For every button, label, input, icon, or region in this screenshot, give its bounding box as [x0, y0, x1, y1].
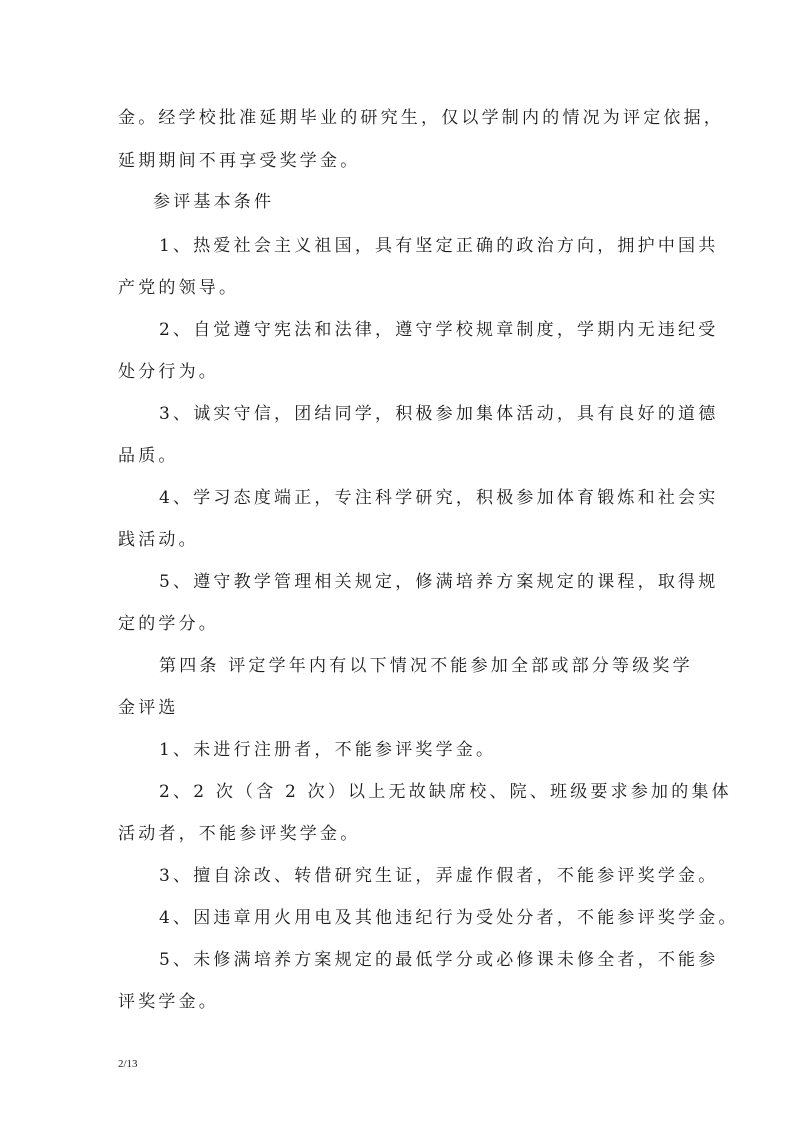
list-item-line: 评奖学金。 [118, 992, 219, 1012]
paragraph-line: 金。经学校批准延期毕业的研究生，仅以学制内的情况为评定依据， [118, 108, 724, 128]
list-item-line: 产党的领导。 [118, 278, 240, 298]
list-item-line: 5、未修满培养方案规定的最低学分或必修课未修全者，不能参 [159, 950, 719, 970]
list-item-line: 1、未进行注册者，不能参评奖学金。 [159, 740, 497, 760]
list-item-line: 活动者，不能参评奖学金。 [118, 824, 361, 844]
list-item-line: 处分行为。 [118, 362, 219, 382]
page-number: 2/13 [118, 1058, 138, 1070]
list-item-line: 3、擅自涂改、转借研究生证，弄虚作假者，不能参评奖学金。 [159, 866, 719, 886]
list-item-line: 2、2 次（含 2 次）以上无故缺席校、院、班级要求参加的集体 [159, 782, 732, 802]
list-item-line: 2、自觉遵守宪法和法律，遵守学校规章制度，学期内无违纪受 [159, 320, 719, 340]
paragraph-line: 延期期间不再享受奖学金。 [118, 151, 361, 171]
list-item-line: 1、热爱社会主义祖国，具有坚定正确的政治方向，拥护中国共 [159, 236, 719, 256]
section-heading: 参评基本条件 [153, 192, 275, 212]
list-item-line: 5、遵守教学管理相关规定，修满培养方案规定的课程，取得规 [159, 572, 719, 592]
list-item-line: 践活动。 [118, 530, 199, 550]
article-heading: 第四条 评定学年内有以下情况不能参加全部或部分等级奖学 [159, 656, 693, 676]
list-item-line: 4、因违章用火用电及其他违纪行为受处分者，不能参评奖学金。 [159, 908, 739, 928]
list-item-line: 3、诚实守信，团结同学，积极参加集体活动，具有良好的道德 [159, 404, 719, 424]
article-heading: 金评选 [118, 698, 179, 718]
list-item-line: 定的学分。 [118, 614, 219, 634]
list-item-line: 品质。 [118, 446, 179, 466]
list-item-line: 4、学习态度端正，专注科学研究，积极参加体育锻炼和社会实 [159, 488, 719, 508]
